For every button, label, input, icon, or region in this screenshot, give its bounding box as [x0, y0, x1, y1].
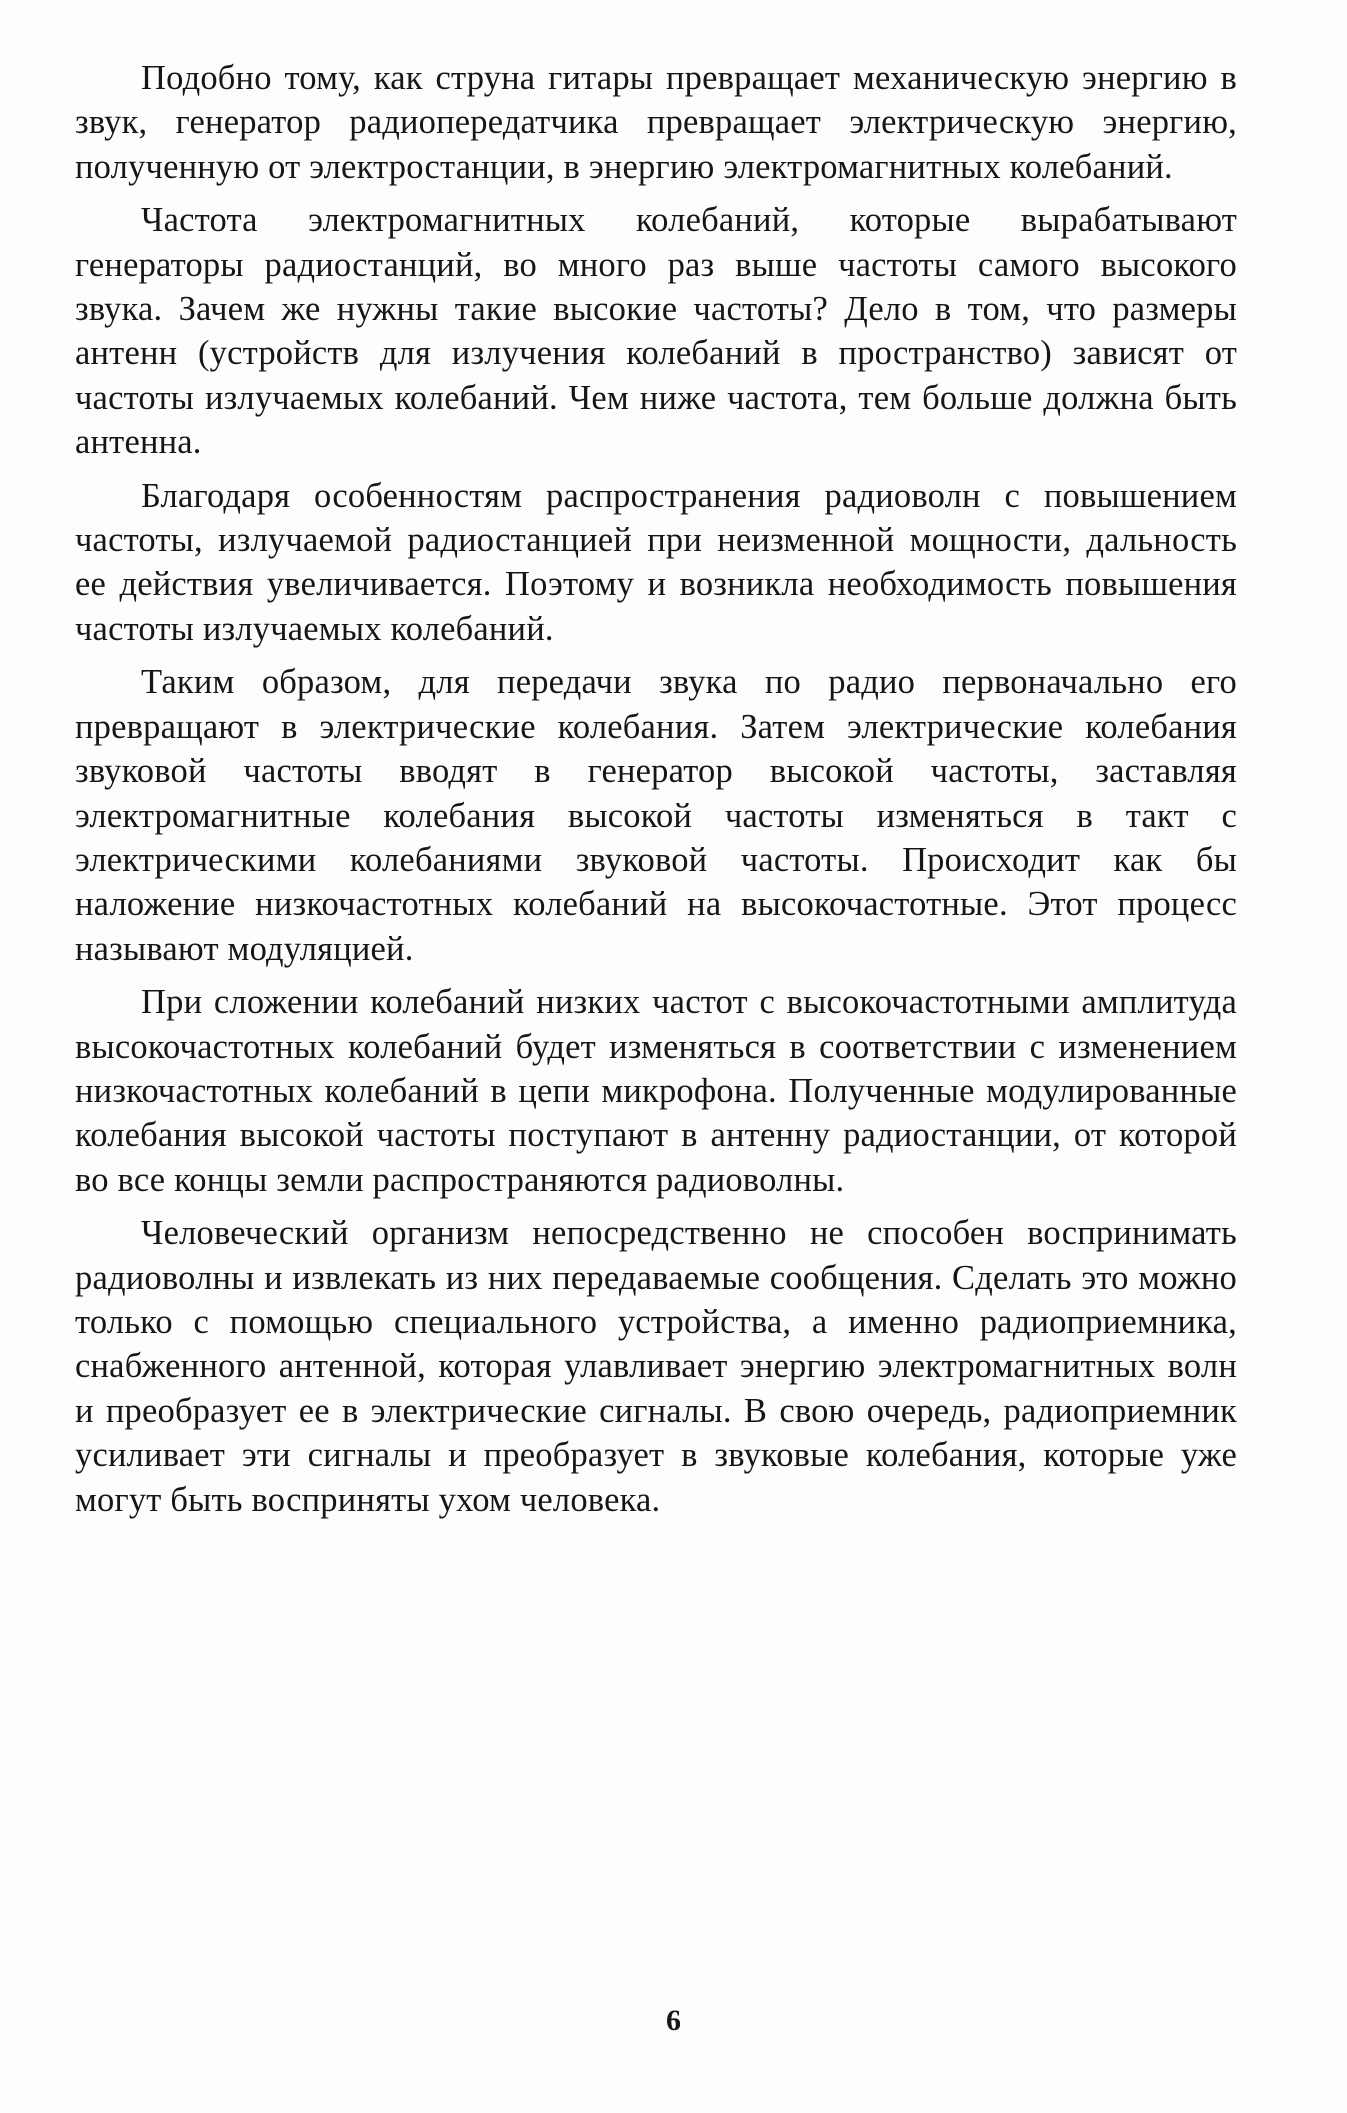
paragraph-1: Подобно тому, как струна гитары превращает механическую энергию в звук, генератор радиопередатчика превращает электрическую энергию, полученную от электростанции, в энергию электромагнитных колебаний. [75, 59, 1237, 186]
paragraph-2: Частота электромагнитных колебаний, которые вырабатывают генераторы радиостанций, во много раз выше частоты самого высокого звука. Зачем же нужны такие высокие частоты? Дело в том, что размеры антенн (устройств для излучения колебаний в пространство) зависят от частоты излучаемых колебаний. Чем ниже частота, тем больше должна быть антенна. [75, 201, 1237, 462]
paragraph-5: При сложении колебаний низких частот с высокочастотными амплитуда высокочастотных колебаний будет изменяться в соответствии с изменением низкочастотных колебаний в цепи микрофона. Полученные модулированные колебания высокой частоты поступают в антенну радиостанции, от которой во все концы земли распространяются радиоволны. [75, 983, 1237, 1199]
paragraph-6: Человеческий организм непосредственно не способен воспринимать радиоволны и извлекать из них передаваемые сообщения. Сделать это можно только с помощью специального устройства, а именно радиоприемника, снабженного антенной, которая улавливает энергию электромагнитных волн и преобразует ее в электрические сигналы. В свою очередь, радиоприемник усиливает эти сигналы и преобразует в звуковые колебания, которые уже могут быть восприняты ухом человека. [75, 1214, 1237, 1519]
paragraph-4: Таким образом, для передачи звука по радио первоначально его превращают в электрические колебания. Затем электрические колебания звуковой частоты вводят в генератор высокой частоты, заставляя электромагнитные колебания высокой частоты изменяться в такт с электрическими колебаниями звуковой частоты. Происходит как бы наложение низкочастотных колебаний на высокочастотные. Этот процесс называют модуляцией. [75, 663, 1237, 968]
paragraph-3: Благодаря особенностям распространения радиоволн с повышением частоты, излучаемой радиостанцией при неизменной мощности, дальность ее действия увеличивается. Поэтому и возникла необходимость повышения частоты излучаемых колебаний. [75, 476, 1237, 648]
body-text [75, 56, 1237, 1522]
page-number: 6 [666, 2004, 681, 2037]
